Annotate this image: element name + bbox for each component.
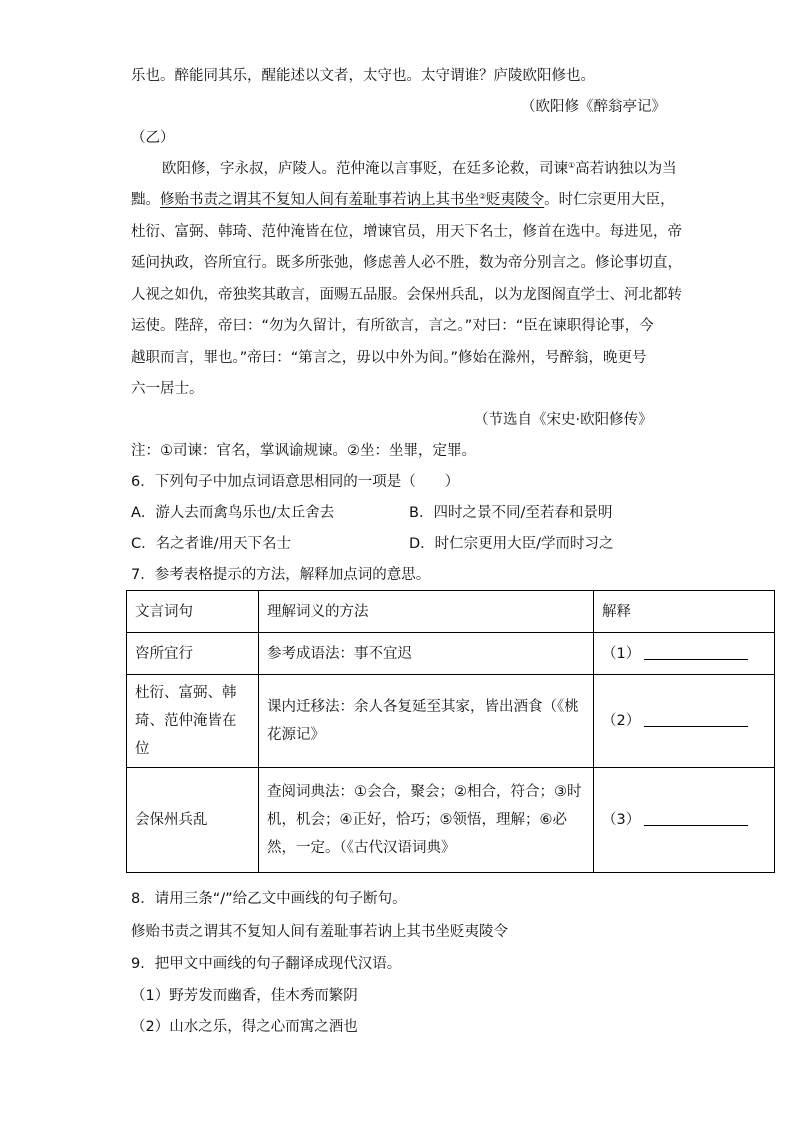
yi-source: （节选自《宋史·欧阳修传》	[474, 412, 653, 428]
yi-line-5: 人视之如仇，帝独奖其敢言，面赐五品服。会保州兵乱，以为龙图阁直学士、河北都转	[131, 287, 682, 303]
q6-option-a: A．游人去而禽鸟乐也/太丘舍去	[131, 505, 335, 521]
answer-cell[interactable]: （1）	[594, 633, 775, 675]
header-answer: 解释	[594, 591, 775, 633]
q8-sentence: 修贻书责之谓其不复知人间有羞耻事若讷上其书坐贬夷陵令	[131, 924, 508, 940]
q6-stem: 6．下列句子中加点词语意思相同的一项是（ ）	[131, 474, 460, 490]
yi-label: （乙）	[131, 130, 175, 146]
answer-cell[interactable]: （3）	[594, 768, 775, 873]
underlined-sentence: 修贻书责之谓其不复知人间有羞耻事若讷上其书坐②贬夷陵令	[160, 192, 545, 208]
yi-line-6: 运使。陛辞，帝曰：“勿为久留计，有所欲言，言之。”对曰：“臣在谏职得论事，今	[131, 318, 654, 334]
q8-stem: 8．请用三条“/”给乙文中画线的句子断句。	[131, 891, 407, 907]
jia-last-line: 乐也。醉能同其乐，醒能述以文者，太守也。太守谓谁？庐陵欧阳修也。	[131, 68, 595, 84]
q9-stem: 9．把甲文中画线的句子翻译成现代汉语。	[131, 956, 402, 972]
yi-line-4: 延问执政，咨所宜行。既多所张弛，修虑善人必不胜，数为帝分别言之。修论事切直，	[131, 255, 682, 271]
yi-line-3: 杜衍、富弼、韩琦、范仲淹皆在位，增谏官员，用天下名士，修首在选中。每进见，帝	[131, 224, 682, 240]
yi-line-8: 六一居士。	[131, 381, 204, 397]
q6-option-b: B．四时之景不同/至若春和景明	[409, 505, 613, 521]
q7-table	[126, 590, 775, 873]
q7-stem: 7．参考表格提示的方法，解释加点词的意思。	[131, 567, 431, 583]
note-marker-1: ①	[568, 161, 576, 170]
phrase-cell: 会保州兵乱	[127, 768, 259, 873]
phrase-cell: 杜衍、富弼、韩琦、范仲淹皆在位	[127, 675, 259, 768]
method-cell: 查阅词典法：①会合，聚会；②相合，符合；③时机，机会；④正好，恰巧；⑤领悟，理解；⑥必然，一定。（《古代汉语词典》	[259, 768, 594, 873]
answer-blank	[644, 712, 748, 727]
method-cell: 课内迁移法：余人各复延至其家，皆出酒食（《桃花源记》	[259, 675, 594, 768]
method-cell: 参考成语法：事不宜迟	[259, 633, 594, 675]
q9-sentence-1: （1）野芳发而幽香，佳木秀而繁阴	[131, 988, 358, 1004]
jia-source: （欧阳修《醉翁亭记》	[521, 99, 666, 115]
phrase-cell: 咨所宜行	[127, 633, 259, 675]
yi-line-2: 黜。修贻书责之谓其不复知人间有羞耻事若讷上其书坐②贬夷陵令。时仁宗更用大臣，	[131, 192, 675, 208]
answer-blank	[644, 811, 748, 826]
q9-sentence-2: （2）山水之乐，得之心而寓之酒也	[131, 1019, 358, 1035]
answer-cell[interactable]: （2）	[594, 675, 775, 768]
footnote: 注：①司谏：官名，掌讽谕规谏。②坐：坐罪，定罪。	[131, 443, 476, 459]
yi-line-1: 欧阳修，字永叔，庐陵人。范仲淹以言事贬，在廷多论救，司谏①高若讷独以为当	[162, 161, 677, 177]
answer-blank	[644, 645, 748, 660]
table-row	[127, 768, 775, 873]
table-row	[127, 633, 775, 675]
note-marker-2: ②	[479, 192, 487, 201]
header-phrase: 文言词句	[127, 591, 259, 633]
q6-option-c: C．名之者谁/用天下名士	[131, 536, 292, 552]
yi-line-7: 越职而言，罪也。”帝曰：“第言之，毋以中外为间。”修始在滁州，号醉翁，晚更号	[131, 350, 647, 366]
q6-option-d: D．时仁宗更用大臣/学而时习之	[409, 536, 614, 552]
table-row	[127, 675, 775, 768]
header-method: 理解词义的方法	[259, 591, 594, 633]
